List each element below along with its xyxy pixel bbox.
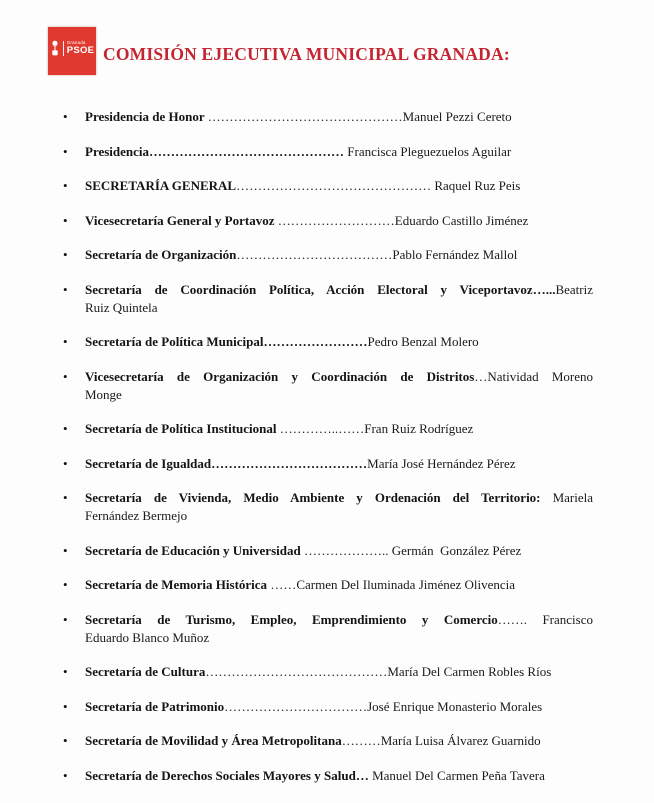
bullet-icon: • — [63, 334, 68, 349]
role-label: Vicesecretaría General y Portavoz — [85, 212, 278, 228]
dot-leader: ……………….. — [303, 542, 392, 558]
bullet-icon: • — [63, 664, 68, 679]
bullet-icon: • — [63, 611, 68, 627]
list-item — [63, 489, 598, 525]
holder-name-line2: Ruiz Quintela — [85, 299, 158, 315]
dot-leader: ……………………………… — [211, 455, 368, 471]
role-label: Secretaría de Igualdad — [85, 455, 212, 471]
holder-name: Germán González Pérez — [391, 542, 522, 558]
dot-leader: … — [474, 368, 488, 384]
dot-leader: ……………………………………… — [236, 178, 432, 193]
holder-name: Raquel Ruz Peis — [431, 178, 521, 193]
holder-name: Natividad Moreno — [487, 368, 593, 384]
holder-name: Pablo Fernández Mallol — [392, 247, 518, 262]
dot-leader: ……… — [341, 733, 381, 748]
list-item — [63, 732, 598, 750]
entry — [85, 177, 593, 195]
list-item — [63, 177, 598, 195]
role-label: Secretaría de Política Institucional — [85, 421, 280, 436]
list-item — [63, 767, 598, 785]
entry — [85, 143, 593, 161]
psoe-logo — [48, 27, 96, 75]
role-label: Presidencia de Honor — [85, 109, 208, 124]
list-item — [63, 663, 598, 681]
role-label: Secretaría de Organización — [85, 247, 237, 262]
psoe-fist-rose-icon — [50, 40, 60, 56]
role-label: Secretaría de Política Municipal — [85, 334, 264, 349]
bullet-icon: • — [63, 421, 68, 436]
executive-list — [63, 108, 598, 801]
role-label: SECRETARÍA GENERAL — [85, 178, 237, 193]
bullet-icon: • — [63, 542, 68, 558]
role-label: Secretaría de Turismo, Empleo, Emprendimiento y Comercio — [85, 611, 498, 627]
entry — [85, 576, 593, 594]
holder-name: Francisca Pleguezuelos Aguilar — [344, 143, 512, 159]
holder-name: Carmen Del Iluminada Jiménez Olivencia — [296, 577, 516, 592]
dot-leader: … — [355, 767, 369, 783]
role-label: Vicesecretaría de Organización y Coordinación de Distritos — [85, 368, 475, 384]
list-item — [63, 576, 598, 594]
holder-name-line2: Monge — [85, 386, 122, 402]
logo-org-label: PSOE — [66, 45, 95, 56]
logo-region-label: Granada — [66, 39, 86, 45]
bullet-icon: • — [63, 109, 68, 124]
holder-name: Fran Ruiz Rodríguez — [364, 421, 474, 436]
bullet-icon: • — [63, 698, 68, 714]
logo-text — [67, 41, 95, 56]
dot-leader: …… — [270, 577, 297, 592]
holder-name: María José Hernández Pérez — [367, 455, 516, 471]
entry — [85, 420, 593, 438]
list-item — [63, 333, 598, 351]
bullet-icon: • — [63, 247, 68, 262]
entry — [85, 698, 593, 716]
holder-name: Beatriz — [555, 281, 593, 297]
holder-name: Manuel Del Carmen Peña Tavera — [368, 767, 545, 783]
entry — [85, 246, 593, 264]
holder-name: Mariela — [540, 490, 593, 505]
entry — [85, 489, 593, 525]
holder-name: María Luisa Álvarez Guarnido — [380, 733, 541, 748]
holder-name: María Del Carmen Robles Ríos — [387, 664, 552, 679]
entry — [85, 732, 593, 750]
role-label: Secretaría de Cultura — [85, 664, 206, 679]
bullet-icon: • — [63, 767, 68, 783]
logo-divider — [63, 41, 64, 56]
dot-leader: …………..…… — [279, 421, 365, 436]
role-label: Presidencia — [85, 143, 150, 159]
list-item — [63, 420, 598, 438]
dot-leader: …………………………………… — [205, 664, 388, 679]
bullet-icon: • — [63, 490, 68, 505]
page-title: COMISIÓN EJECUTIVA MUNICIPAL GRANADA: — [103, 44, 510, 64]
holder-name: Pedro Benzal Molero — [367, 334, 479, 349]
holder-name: José Enrique Monasterio Morales — [367, 698, 543, 714]
list-item — [63, 143, 598, 161]
entry — [85, 281, 593, 317]
role-label: Secretaría de Vivienda, Medio Ambiente y Ordenación del Territorio: — [85, 490, 541, 505]
bullet-icon: • — [63, 143, 68, 159]
holder-name-line2: Eduardo Blanco Muñoz — [85, 629, 210, 645]
list-item — [63, 698, 598, 716]
role-label: Secretaría de Coordinación Política, Acción Electoral y Viceportavoz — [85, 281, 533, 297]
dot-leader: …………………… — [263, 334, 368, 349]
role-label: Secretaría de Educación y Universidad — [85, 542, 304, 558]
holder-name: Manuel Pezzi Cereto — [402, 109, 512, 124]
entry — [85, 767, 593, 785]
bullet-icon: • — [63, 368, 68, 384]
entry — [85, 212, 593, 230]
psoe-logo-inner — [50, 40, 95, 56]
entry — [85, 455, 593, 473]
bullet-icon: • — [63, 577, 68, 592]
list-item — [63, 212, 598, 230]
list-item — [63, 108, 598, 126]
dot-leader: …... — [532, 281, 556, 297]
dot-leader: ……………………… — [277, 212, 395, 228]
bullet-icon: • — [63, 178, 68, 193]
bullet-icon: • — [63, 733, 68, 748]
list-item — [63, 281, 598, 317]
role-label: Secretaría de Patrimonio — [85, 698, 225, 714]
entry — [85, 611, 593, 647]
dot-leader: ……………………………… — [236, 247, 393, 262]
holder-name: Eduardo Castillo Jiménez — [394, 212, 529, 228]
bullet-icon: • — [63, 455, 68, 471]
role-label: Secretaría de Memoria Histórica — [85, 577, 271, 592]
holder-name: Francisco — [526, 611, 593, 627]
bullet-icon: • — [63, 281, 68, 297]
list-item — [63, 368, 598, 404]
role-label: Secretaría de Movilidad y Área Metropolitana — [85, 733, 342, 748]
entry — [85, 368, 593, 404]
entry — [85, 108, 593, 126]
entry — [85, 542, 593, 560]
dot-leader: ……. — [497, 611, 527, 627]
entry — [85, 333, 593, 351]
dot-leader: ……………………………………… — [149, 143, 345, 159]
list-item — [63, 611, 598, 647]
entry — [85, 663, 593, 681]
dot-leader: …………………………… — [224, 698, 368, 714]
list-item — [63, 542, 598, 560]
dot-leader: ……………………………………… — [207, 109, 403, 124]
list-item — [63, 246, 598, 264]
role-label: Secretaría de Derechos Sociales Mayores y Salud — [85, 767, 356, 783]
holder-name-line2: Fernández Bermejo — [85, 508, 188, 523]
list-item — [63, 455, 598, 473]
bullet-icon: • — [63, 212, 68, 228]
